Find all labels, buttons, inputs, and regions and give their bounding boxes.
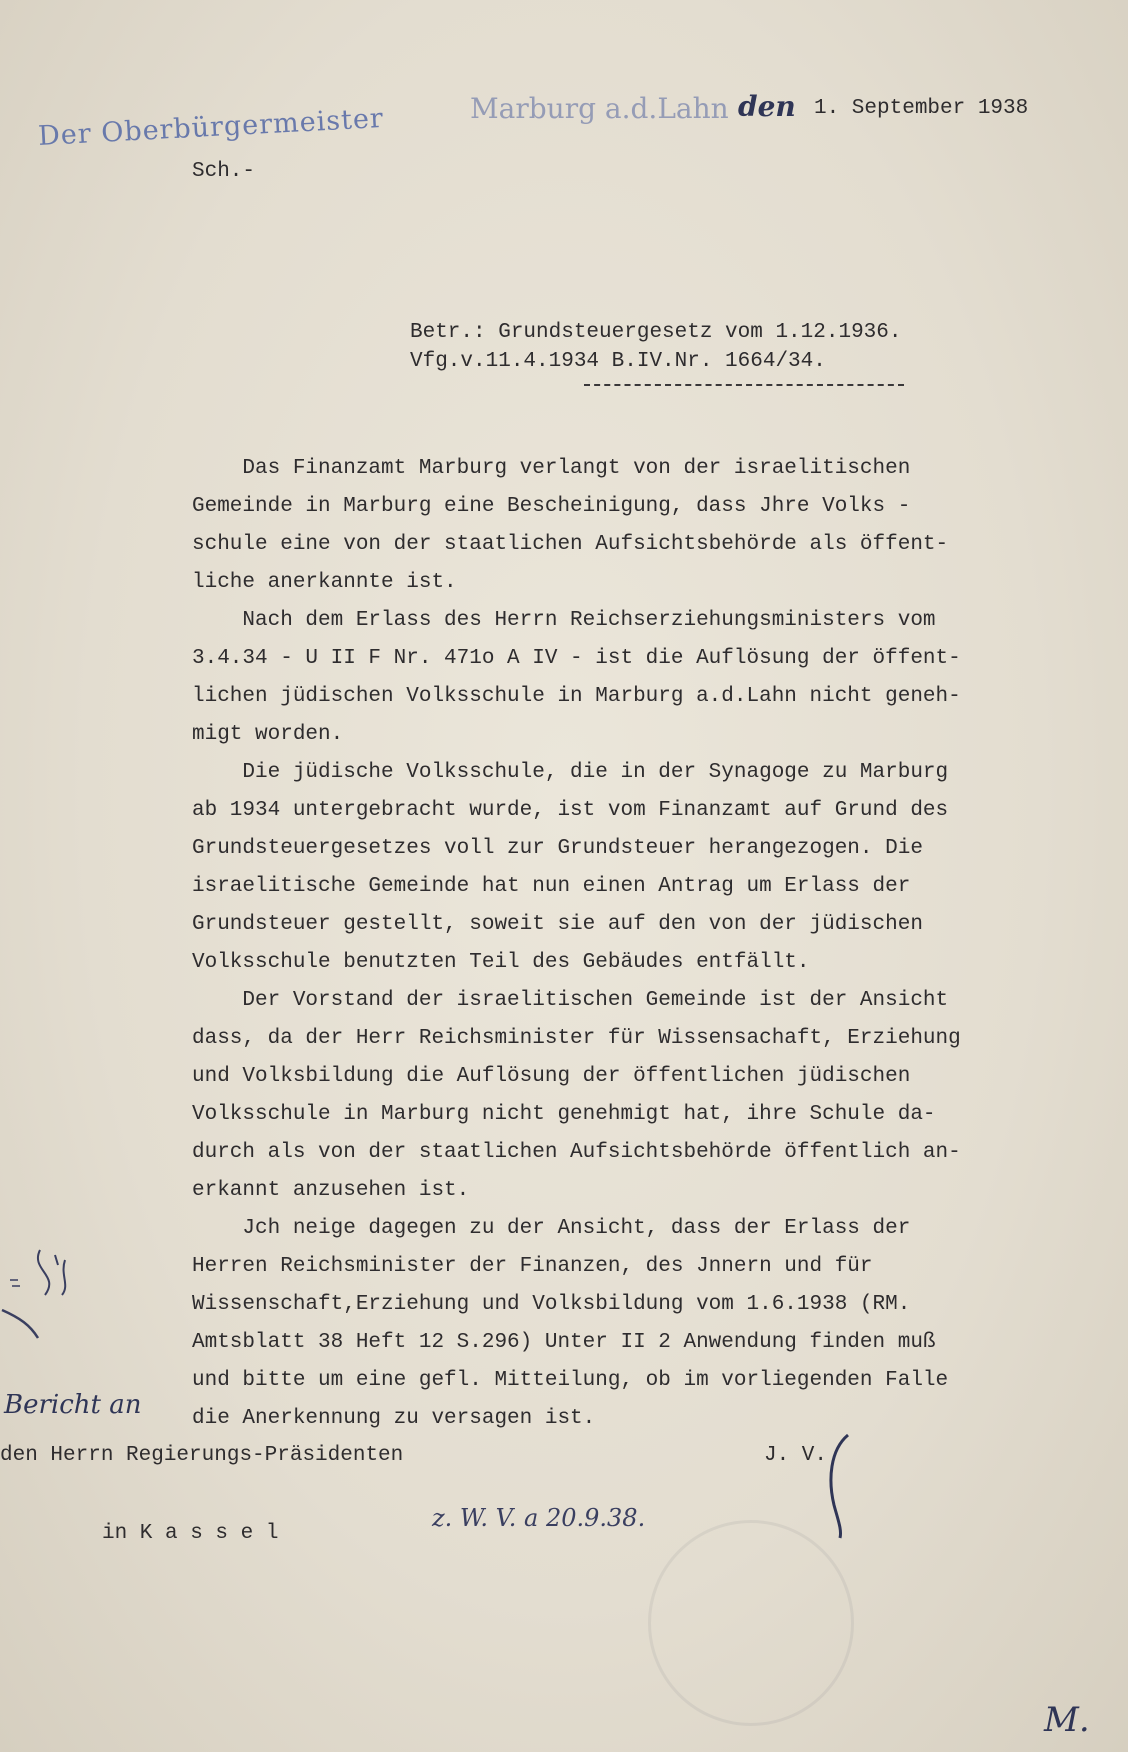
body-line: Nach dem Erlass des Herrn Reichserziehungsministers vom: [192, 609, 936, 632]
body-line: schule eine von der staatlichen Aufsichtsbehörde als öffent-: [192, 533, 949, 556]
subject-line-1: Betr.: Grundsteuergesetz vom 1.12.1936.: [410, 321, 902, 344]
body-line: Herren Reichsminister der Finanzen, des Jnnern und für: [192, 1255, 873, 1278]
body-line: Volksschule in Marburg nicht genehmigt hat, ihre Schule da-: [192, 1103, 936, 1126]
body-line: Die jüdische Volksschule, die in der Synagoge zu Marburg: [192, 761, 949, 784]
body-line: und bitte um eine gefl. Mitteilung, ob im vorliegenden Falle: [192, 1369, 949, 1392]
body-line: liche anerkannte ist.: [192, 571, 457, 594]
organization-stamp: Der Oberbürgermeister: [37, 102, 385, 153]
body-line: Amtsblatt 38 Heft 12 S.296) Unter II 2 Anwendung finden muß: [192, 1331, 936, 1354]
reference-mark: Sch.-: [192, 160, 256, 183]
body-line: lichen jüdischen Volksschule in Marburg a.d.Lahn nicht geneh-: [192, 685, 961, 708]
subject-line-2: Vfg.v.11.4.1934 B.IV.Nr. 1664/34.: [410, 350, 826, 373]
handwritten-initial: M.: [1044, 1700, 1090, 1740]
handwritten-followup-date: z. W. V. a 20.9.38.: [432, 1504, 646, 1532]
letter-date: 1. September 1938: [814, 97, 1029, 120]
handwritten-day-word: den: [738, 90, 796, 123]
letter-body: [192, 450, 1128, 1438]
body-line: migt worden.: [192, 723, 344, 746]
signature-stroke-icon: [820, 1430, 860, 1540]
faint-seal: [648, 1520, 854, 1726]
body-line: Wissenschaft,Erziehung und Volksbildung vom 1.6.1938 (RM.: [192, 1293, 911, 1316]
body-line: 3.4.34 - U II F Nr. 471o A IV - ist die Auflösung der öffent-: [192, 647, 961, 670]
recipient: den Herrn Regierungs-Präsidenten: [0, 1444, 404, 1467]
city-stamp: Marburg a.d.Lahn: [470, 92, 729, 125]
body-line: ab 1934 untergebracht wurde, ist vom Finanzamt auf Grund des: [192, 799, 949, 822]
signature-block: J. V.: [764, 1444, 828, 1467]
body-line: Jch neige dagegen zu der Ansicht, dass der Erlass der: [192, 1217, 911, 1240]
recipient-location: in K a s s e l: [102, 1522, 279, 1545]
subject-block: [410, 318, 901, 376]
body-line: Volksschule benutzten Teil des Gebäudes entfällt.: [192, 951, 810, 974]
body-line: durch als von der staatlichen Aufsichtsbehörde öffentlich an-: [192, 1141, 961, 1164]
body-line: Grundsteuergesetzes voll zur Grundsteuer herangezogen. Die: [192, 837, 923, 860]
recipient-label: Bericht an: [4, 1390, 142, 1420]
body-line: Das Finanzamt Marburg verlangt von der israelitischen: [192, 457, 911, 480]
body-line: Der Vorstand der israelitischen Gemeinde ist der Ansicht: [192, 989, 949, 1012]
body-line: Grundsteuer gestellt, soweit sie auf den von der jüdischen: [192, 913, 923, 936]
body-line: dass, da der Herr Reichsminister für Wissensachaft, Erziehung: [192, 1027, 961, 1050]
body-line: israelitische Gemeinde hat nun einen Antrag um Erlass der: [192, 875, 911, 898]
body-line: erkannt anzusehen ist.: [192, 1179, 470, 1202]
margin-scribble-icon: [0, 1240, 80, 1340]
subject-underline: [584, 384, 904, 386]
body-line: die Anerkennung zu versagen ist.: [192, 1407, 596, 1430]
body-line: und Volksbildung die Auflösung der öffentlichen jüdischen: [192, 1065, 911, 1088]
body-line: Gemeinde in Marburg eine Bescheinigung, dass Jhre Volks -: [192, 495, 911, 518]
